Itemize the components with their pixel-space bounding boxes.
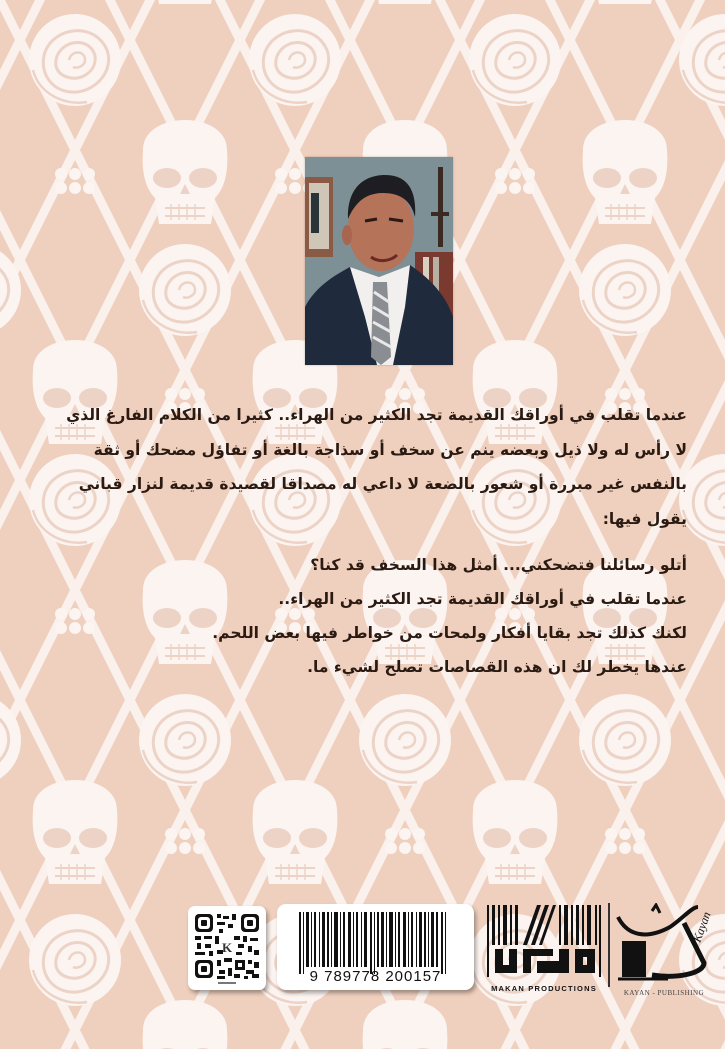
author-photo [305, 157, 453, 365]
kayan-logo-icon [608, 903, 718, 989]
blurb-line: عندها يخطر لك ان هذه القصاصات تصلح لشيء ما. [307, 658, 687, 676]
qr-code-icon [188, 906, 266, 990]
svg-text:Kayan: Kayan [689, 909, 714, 945]
blurb-line: لكنك كذلك تجد بقايا أفكار ولمحات من خواطر فيها بعض اللحم. [212, 624, 687, 642]
blurb-line: يقول فيها: [602, 509, 687, 528]
kayan-label: KAYAN - PUBLISHING [623, 989, 705, 997]
blurb-lines [37, 548, 687, 684]
kayan-publishing-logo [608, 903, 718, 999]
blurb-line: عندما تقلب في أوراقك القديمة تجد الكثير من الهراء.. [278, 590, 687, 608]
qr-code[interactable] [188, 906, 266, 990]
blurb-line: لا رأس له ولا ذيل وبعضه ينم عن سخف أو سذاجة بالغة أو تفاؤل مضحك أو ثقة [93, 440, 687, 459]
makan-label: MAKAN PRODUCTIONS [491, 984, 597, 993]
blurb-line: عندما تقلب في أوراقك القديمة تجد الكثير من الهراء.. كثيرا من الكلام الفارغ الذي [66, 406, 687, 424]
makan-logo-icon [485, 903, 603, 983]
svg-text:K: K [221, 940, 233, 955]
blurb-paragraph [37, 398, 687, 536]
author-portrait-icon [305, 157, 453, 365]
makan-productions-logo [485, 903, 603, 993]
poem-quote-line: أتلو رسائلنا فتضحكني... أمثل هذا السخف قد كنا؟ [310, 556, 687, 574]
isbn-number: 9 789778 200157 [309, 968, 442, 985]
isbn-barcode[interactable] [277, 904, 474, 990]
blurb-line: بالنفس غير مبررة أو شعور بالضعة لا داعي له مصداقا لقصيدة قديمة لنزار قباني [78, 475, 687, 493]
